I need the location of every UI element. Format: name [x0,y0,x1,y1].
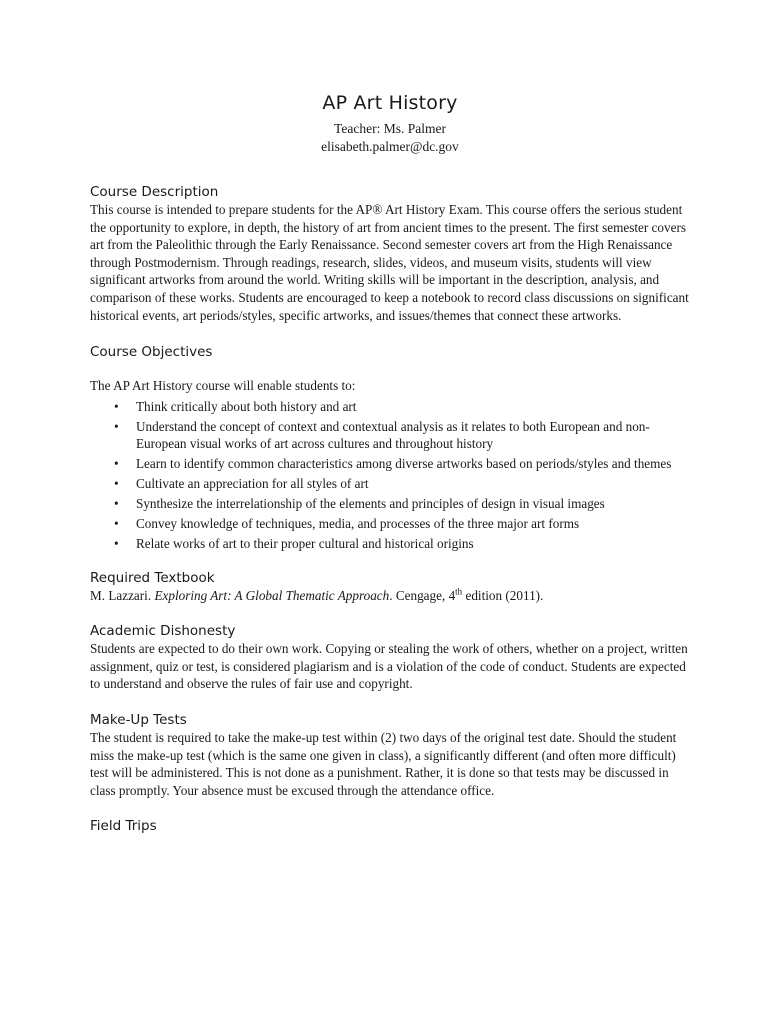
required-textbook-heading: Required Textbook [90,569,215,586]
list-item: • Relate works of art to their proper cultural and historical origins [136,535,690,552]
list-item: • Synthesize the interrelationship of the elements and principles of design in visual images [136,495,690,512]
course-objectives-heading: Course Objectives [90,344,213,361]
textbook-publisher: . Cengage, 4 [389,587,456,603]
teacher-email: elisabeth.palmer@dc.gov [321,139,459,154]
make-up-tests-section [90,711,690,799]
course-description-heading: Course Description [90,184,219,200]
required-textbook-section [90,569,690,605]
course-description-text: This course is intended to prepare students for the AP® Art History Exam. This course offers the serious student the opportunity to explore, in depth, the history of art from ancient times to the present. The first semester covers art from the Paleolithic through the Early Renaissance. Second semester covers art from the High Renaissance through Postmodernism. Through readings, research, slides, videos, and museum visits, students will view significant artworks from around the world. Writing skills will be important in the description, analysis, and comparison of these works. Students are encouraged to keep a notebook to record class discussions on significant historical events, art periods/styles, specific artworks, and issues/themes that connect these artworks. [90,202,689,323]
course-objectives-section [90,343,690,552]
make-up-tests-heading: Make-Up Tests [90,711,187,728]
academic-dishonesty-text: Students are expected to do their own work. Copying or stealing the work of others, whether on a project, written assignment, quiz or test, is considered plagiarism and is a violation of the code of conduct. Students are expected to understand and observe the rules of fair use and copyright. [90,641,688,692]
academic-dishonesty-section [90,622,690,693]
academic-dishonesty-heading: Academic Dishonesty [90,623,236,640]
course-objectives-intro: The AP Art History course will enable students to: [90,378,356,394]
textbook-edition: edition (2011). [462,587,544,603]
field-trips-section [90,817,690,835]
list-item: • Understand the concept of context and contextual analysis as it relates to both European and non-European visual works of art across cultures and throughout history [136,418,690,453]
textbook-title: Exploring Art: A Global Thematic Approach [154,587,390,603]
field-trips-heading: Field Trips [90,818,157,835]
course-description-section [90,183,690,324]
textbook-citation [90,587,690,605]
list-item: • Think critically about both history and art [136,398,690,415]
list-item: • Learn to identify common characteristics among diverse artworks based on periods/styles and themes [136,455,690,472]
list-item: • Convey knowledge of techniques, media, and processes of the three major art forms [136,515,690,532]
objectives-list [90,398,690,553]
page-title: AP Art History [322,92,458,114]
teacher-name: Teacher: Ms. Palmer [334,121,446,136]
list-item: • Cultivate an appreciation for all styles of art [136,475,690,492]
make-up-tests-text: The student is required to take the make-up test within (2) two days of the original test date. Should the student miss the make-up test (which is the same one given in class), a significantly different (and often more difficult) test will be administered. This is not done as a punishment. Rather, it is done so that tests may be discussed in class promptly. Your absence must be excused through the attendance office. [90,729,677,798]
textbook-author: M. Lazzari. [90,587,155,603]
textbook-edition-sup: th [455,586,463,597]
document-page [90,92,690,835]
